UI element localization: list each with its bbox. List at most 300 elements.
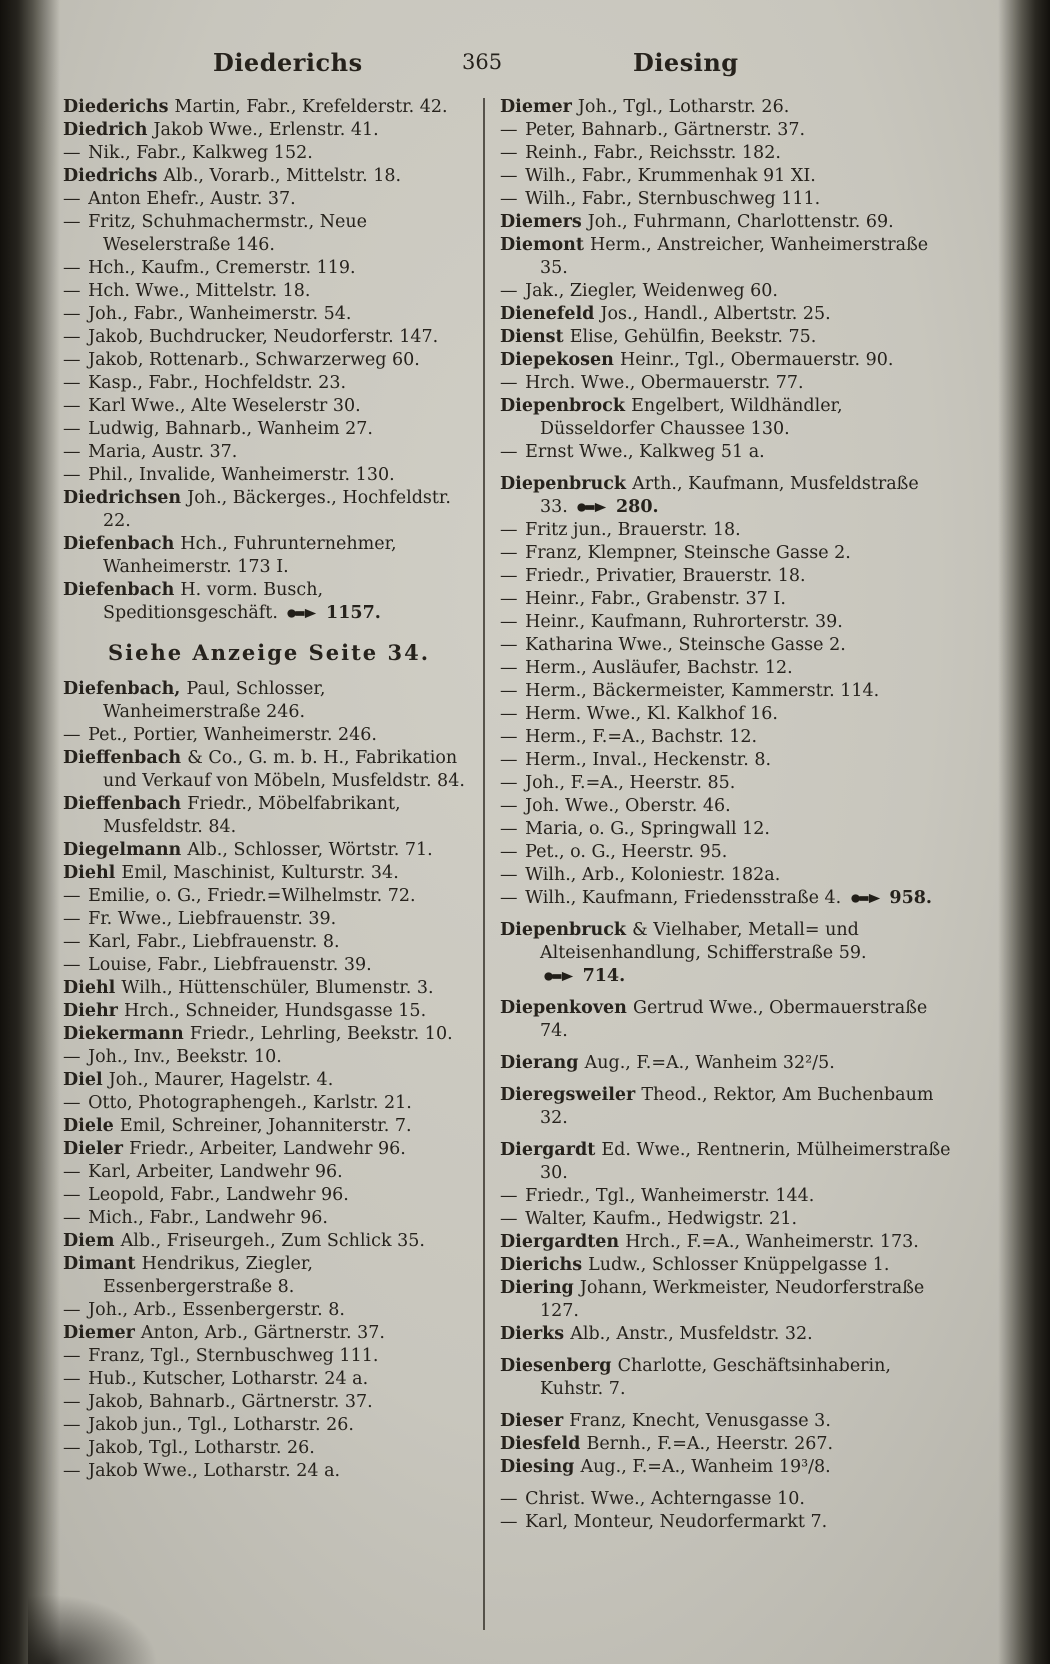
repeat-dash: — — [63, 1369, 89, 1389]
directory-entry — [63, 464, 475, 487]
repeat-dash: — — [500, 796, 526, 816]
repeat-dash: — — [500, 189, 526, 209]
directory-entry — [500, 749, 952, 772]
entry-text: Heinr., Tgl., Obermauerstr. 90. — [619, 350, 894, 370]
entry-surname: Diepenbrock — [500, 396, 632, 416]
entry-text: Emil, Schreiner, Johanniterstr. 7. — [119, 1116, 412, 1136]
entry-text: Alb., Vorarb., Mittelstr. 18. — [163, 166, 402, 186]
directory-entry — [63, 349, 475, 372]
entry-text: Hendrikus, Ziegler, Essenbergerstraße 8. — [103, 1254, 313, 1297]
phone-number: 714. — [582, 966, 626, 986]
directory-entry — [63, 1391, 475, 1414]
directory-entry — [63, 1345, 475, 1368]
directory-entry — [63, 372, 475, 395]
repeat-dash: — — [63, 1047, 89, 1067]
directory-entry — [63, 418, 475, 441]
directory-entry — [63, 678, 475, 724]
entry-text: Friedr., Arbeiter, Landwehr 96. — [129, 1139, 406, 1159]
directory-entry — [500, 1456, 952, 1479]
directory-entry — [63, 1000, 475, 1023]
entry-text: Engelbert, Wildhändler, Düsseldorfer Chaussee 130. — [540, 396, 843, 439]
repeat-dash: — — [63, 419, 89, 439]
directory-entry — [63, 165, 475, 188]
telephone-icon — [851, 893, 881, 904]
repeat-dash: — — [63, 1392, 89, 1412]
repeat-dash: — — [63, 725, 89, 745]
repeat-dash: — — [500, 819, 526, 839]
entry-text: Charlotte, Geschäftsinhaberin, Kuhstr. 7. — [540, 1356, 891, 1399]
directory-entry — [63, 885, 475, 908]
repeat-dash: — — [63, 932, 89, 952]
directory-entry — [63, 1230, 475, 1253]
repeat-dash: — — [500, 120, 526, 140]
entry-text: Heinr., Kaufmann, Ruhrorterstr. 39. — [525, 612, 843, 632]
directory-entry — [500, 473, 952, 519]
entry-text: Fritz jun., Brauerstr. 18. — [525, 520, 741, 540]
repeat-dash: — — [500, 143, 526, 163]
directory-entry — [500, 1511, 952, 1534]
telephone-icon — [544, 971, 574, 982]
entry-text: Emil, Maschinist, Kulturstr. 34. — [121, 863, 399, 883]
entry-text: Joh., Inv., Beekstr. 10. — [88, 1047, 282, 1067]
entry-text: Wilh., Fabr., Krummenhak 91 XI. — [525, 166, 816, 186]
directory-entry — [63, 1368, 475, 1391]
entry-text: H. vorm. Busch, Speditionsgeschäft. — [103, 580, 324, 623]
directory-entry — [500, 1231, 952, 1254]
entry-text: Martin, Fabr., Krefelderstr. 42. — [174, 97, 448, 117]
repeat-dash: — — [63, 1185, 89, 1205]
entry-text: Franz, Klempner, Steinsche Gasse 2. — [525, 543, 851, 563]
entry-text: Walter, Kaufm., Hedwigstr. 21. — [525, 1209, 798, 1229]
directory-entry — [500, 211, 952, 234]
repeat-dash: — — [63, 258, 89, 278]
entry-surname: Diepenbruck — [500, 474, 633, 494]
entry-text: Hch., Kaufm., Cremerstr. 119. — [88, 258, 356, 278]
directory-entry — [500, 1052, 952, 1075]
directory-entry — [500, 142, 952, 165]
repeat-dash: — — [63, 189, 89, 209]
entry-text: Alb., Schlosser, Wörtstr. 71. — [187, 840, 433, 860]
directory-entry — [63, 119, 475, 142]
entry-text: Leopold, Fabr., Landwehr 96. — [88, 1185, 349, 1205]
entry-surname: Dierks — [500, 1324, 571, 1344]
directory-entry — [500, 119, 952, 142]
phone-number: 1157. — [326, 603, 381, 623]
entry-text: Heinr., Fabr., Grabenstr. 37 I. — [525, 589, 786, 609]
entry-text: Wilh., Arb., Koloniestr. 182a. — [525, 865, 781, 885]
entry-text: Jakob, Bahnarb., Gärtnerstr. 37. — [88, 1392, 373, 1412]
directory-entry — [63, 533, 475, 579]
repeat-dash: — — [63, 1162, 89, 1182]
directory-entry — [63, 977, 475, 1000]
entry-text: Paul, Schlosser, Wanheimerstraße 246. — [103, 679, 326, 722]
entry-surname: Diehr — [63, 1001, 124, 1021]
entry-text: Karl, Arbeiter, Landwehr 96. — [88, 1162, 343, 1182]
entry-surname: Diekermann — [63, 1024, 190, 1044]
entry-surname: Diehl — [63, 863, 122, 883]
entry-text: Alb., Friseurgeh., Zum Schlick 35. — [120, 1231, 425, 1251]
entry-text: Ludw., Schlosser Knüppelgasse 1. — [588, 1255, 890, 1275]
repeat-dash: — — [63, 465, 89, 485]
entry-text: Herm., Anstreicher, Wanheimerstraße 35. — [540, 235, 929, 278]
repeat-dash: — — [500, 566, 526, 586]
scan-edge-left — [0, 0, 60, 1664]
directory-entry — [500, 703, 952, 726]
entry-text: Fritz, Schuhmachermstr., Neue Weselerstraße 146. — [88, 212, 368, 255]
directory-entry — [500, 349, 952, 372]
entry-surname: Dienefeld — [500, 304, 601, 324]
directory-entry — [63, 724, 475, 747]
page-number: 365 — [462, 50, 503, 74]
entry-surname: Diefenbach — [63, 580, 181, 600]
directory-entry — [500, 372, 952, 395]
directory-entry — [500, 565, 952, 588]
entry-surname: Diemer — [63, 1323, 141, 1343]
repeat-dash: — — [500, 681, 526, 701]
entry-text: Franz, Tgl., Sternbuschweg 111. — [88, 1346, 379, 1366]
repeat-dash: — — [500, 704, 526, 724]
entry-text: Friedr., Möbelfabrikant, Musfeldstr. 84. — [103, 794, 401, 837]
entry-text: Jakob Wwe., Erlenstr. 41. — [153, 120, 379, 140]
repeat-dash: — — [63, 396, 89, 416]
telephone-entry — [841, 888, 932, 908]
repeat-dash: — — [63, 442, 89, 462]
directory-entry — [500, 1488, 952, 1511]
repeat-dash: — — [500, 842, 526, 862]
directory-entry — [500, 726, 952, 749]
entry-surname: Diesenberg — [500, 1356, 618, 1376]
entry-surname: Dieser — [500, 1411, 570, 1431]
entry-text: Alb., Anstr., Musfeldstr. 32. — [570, 1324, 813, 1344]
repeat-dash: — — [500, 1209, 526, 1229]
entry-text: Friedr., Tgl., Wanheimerstr. 144. — [525, 1186, 815, 1206]
directory-entry — [63, 747, 475, 793]
directory-entry — [63, 211, 475, 257]
repeat-dash: — — [63, 304, 89, 324]
directory-entry — [63, 954, 475, 977]
repeat-dash: — — [500, 520, 526, 540]
directory-entry — [63, 1460, 475, 1483]
telephone-entry — [278, 603, 381, 623]
directory-entry — [500, 1355, 952, 1401]
repeat-dash: — — [63, 886, 89, 906]
entry-text: Pet., o. G., Heerstr. 95. — [525, 842, 728, 862]
entry-text: Karl, Monteur, Neudorfermarkt 7. — [525, 1512, 828, 1532]
right-column — [500, 96, 952, 1534]
directory-entry — [63, 257, 475, 280]
entry-text: Joh., Fuhrmann, Charlottenstr. 69. — [587, 212, 894, 232]
repeat-dash: — — [500, 773, 526, 793]
entry-text: Arth., Kaufmann, Musfeldstraße 33. — [540, 474, 919, 517]
entry-text: Mich., Fabr., Landwehr 96. — [88, 1208, 328, 1228]
directory-entry — [63, 1115, 475, 1138]
repeat-dash: — — [500, 589, 526, 609]
entry-surname: Diel — [63, 1070, 109, 1090]
entry-text: Christ. Wwe., Achterngasse 10. — [525, 1489, 805, 1509]
entry-text: Theod., Rektor, Am Buchenbaum 32. — [540, 1085, 934, 1128]
directory-entry — [500, 519, 952, 542]
directory-entry — [500, 165, 952, 188]
entry-text: Pet., Portier, Wanheimerstr. 246. — [88, 725, 377, 745]
entry-text: Wilh., Fabr., Sternbuschweg 111. — [525, 189, 821, 209]
entry-text: Joh., Fabr., Wanheimerstr. 54. — [88, 304, 352, 324]
repeat-dash: — — [63, 1415, 89, 1435]
directory-entry — [63, 1207, 475, 1230]
repeat-dash: — — [63, 350, 89, 370]
advert-notice: Siehe Anzeige Seite 34. — [107, 640, 431, 665]
entry-surname: Diedrich — [63, 120, 154, 140]
directory-entry — [63, 395, 475, 418]
entry-surname: Diedrichs — [63, 166, 164, 186]
entry-text: Aug., F.=A., Wanheim 19³/8. — [580, 1457, 831, 1477]
directory-entry — [500, 188, 952, 211]
directory-entry — [500, 634, 952, 657]
repeat-dash: — — [500, 635, 526, 655]
entry-surname: Dieffenbach — [63, 794, 188, 814]
entry-text: Herm., Inval., Heckenstr. 8. — [525, 750, 772, 770]
entry-text: Reinh., Fabr., Reichsstr. 182. — [525, 143, 781, 163]
directory-entry — [63, 1092, 475, 1115]
directory-entry — [500, 542, 952, 565]
repeat-dash: — — [500, 612, 526, 632]
directory-entry — [63, 96, 475, 119]
entry-text: Hrch., F.=A., Wanheimerstr. 173. — [625, 1232, 919, 1252]
entry-text: Jakob jun., Tgl., Lotharstr. 26. — [88, 1415, 354, 1435]
entry-surname: Dieregsweiler — [500, 1085, 642, 1105]
entry-text: & Co., G. m. b. H., Fabrikation und Verkauf von Möbeln, Musfeldstr. 84. — [103, 748, 465, 791]
entry-text: Emilie, o. G., Friedr.=Wilhelmstr. 72. — [88, 886, 416, 906]
directory-entry — [500, 795, 952, 818]
repeat-dash: — — [500, 166, 526, 186]
entry-surname: Diergardt — [500, 1140, 602, 1160]
entry-surname: Diederichs — [63, 97, 175, 117]
directory-entry — [500, 1208, 952, 1231]
directory-entry — [63, 280, 475, 303]
directory-entry — [500, 1277, 952, 1323]
repeat-dash: — — [500, 442, 526, 462]
directory-entry — [63, 487, 475, 533]
scan-edge-right — [998, 0, 1050, 1664]
directory-entry — [500, 280, 952, 303]
entry-text: & Vielhaber, Metall= und Alteisenhandlung, Schifferstraße 59. — [540, 920, 867, 963]
entry-text: Wilh., Hüttenschüler, Blumenstr. 3. — [121, 978, 434, 998]
entry-text: Jakob Wwe., Lotharstr. 24 a. — [88, 1461, 341, 1481]
entry-surname: Dimant — [63, 1254, 142, 1274]
directory-entry — [500, 818, 952, 841]
entry-surname: Diemers — [500, 212, 588, 232]
header-left-keyword: Diederichs — [213, 48, 363, 77]
directory-entry — [63, 1023, 475, 1046]
entry-surname: Diepenkoven — [500, 998, 633, 1018]
entry-text: Nik., Fabr., Kalkweg 152. — [88, 143, 313, 163]
directory-entry — [63, 1322, 475, 1345]
entry-surname: Dieffenbach — [63, 748, 188, 768]
repeat-dash: — — [63, 1093, 89, 1113]
entry-text: Anton, Arb., Gärtnerstr. 37. — [140, 1323, 385, 1343]
directory-entry — [63, 326, 475, 349]
directory-entry — [500, 1433, 952, 1456]
directory-entry — [63, 1184, 475, 1207]
entry-text: Wilh., Kaufmann, Friedensstraße 4. — [525, 888, 842, 908]
entry-text: Aug., F.=A., Wanheim 32²/5. — [584, 1053, 835, 1073]
entry-text: Jakob, Buchdrucker, Neudorferstr. 147. — [88, 327, 439, 347]
telephone-entry — [540, 966, 625, 986]
entry-text: Elise, Gehülfin, Beekstr. 75. — [569, 327, 817, 347]
entry-text: Fr. Wwe., Liebfrauenstr. 39. — [88, 909, 337, 929]
repeat-dash: — — [63, 1346, 89, 1366]
entry-surname: Diemer — [500, 97, 578, 117]
entry-text: Karl, Fabr., Liebfrauenstr. 8. — [88, 932, 340, 952]
repeat-dash: — — [500, 1512, 526, 1532]
directory-entry — [500, 1084, 952, 1130]
entry-text: Joh., Maurer, Hagelstr. 4. — [108, 1070, 334, 1090]
repeat-dash: — — [500, 888, 526, 908]
phone-number: 958. — [889, 888, 933, 908]
entry-text: Peter, Bahnarb., Gärtnerstr. 37. — [525, 120, 806, 140]
directory-entry — [500, 303, 952, 326]
entry-surname: Diegelmann — [63, 840, 188, 860]
directory-entry — [500, 1185, 952, 1208]
repeat-dash: — — [63, 281, 89, 301]
directory-entry — [500, 887, 952, 910]
entry-surname: Dierichs — [500, 1255, 589, 1275]
entry-text: Ludwig, Bahnarb., Wanheim 27. — [88, 419, 373, 439]
directory-entry — [500, 864, 952, 887]
directory-entry — [500, 588, 952, 611]
directory-entry — [63, 862, 475, 885]
directory-entry — [500, 1254, 952, 1277]
directory-entry — [500, 234, 952, 280]
entry-surname: Diering — [500, 1278, 580, 1298]
entry-surname: Diemont — [500, 235, 591, 255]
entry-text: Joh., F.=A., Heerstr. 85. — [525, 773, 736, 793]
entry-text: Phil., Invalide, Wanheimerstr. 130. — [88, 465, 395, 485]
directory-entry — [63, 1299, 475, 1322]
entry-surname: Diedrichsen — [63, 488, 188, 508]
directory-entry — [500, 657, 952, 680]
directory-entry — [63, 1253, 475, 1299]
entry-text: Katharina Wwe., Steinsche Gasse 2. — [525, 635, 846, 655]
directory-entry — [63, 1414, 475, 1437]
entry-text: Maria, Austr. 37. — [88, 442, 238, 462]
entry-text: Joh. Wwe., Oberstr. 46. — [525, 796, 731, 816]
entry-text: Herm., F.=A., Bachstr. 12. — [525, 727, 758, 747]
directory-entry — [500, 1410, 952, 1433]
entry-surname: Dieler — [63, 1139, 130, 1159]
directory-entry — [500, 841, 952, 864]
directory-entry — [500, 1323, 952, 1346]
phone-number: 280. — [616, 497, 659, 517]
directory-entry — [63, 142, 475, 165]
directory-entry — [500, 1139, 952, 1185]
repeat-dash: — — [500, 281, 526, 301]
entry-text: Gertrud Wwe., Obermauerstraße 74. — [540, 998, 928, 1041]
entry-text: Franz, Knecht, Venusgasse 3. — [569, 1411, 831, 1431]
directory-entry — [500, 997, 952, 1043]
entry-text: Bernh., F.=A., Heerstr. 267. — [586, 1434, 834, 1454]
entry-surname: Diepenbruck — [500, 920, 633, 940]
directory-entry — [63, 931, 475, 954]
repeat-dash: — — [500, 750, 526, 770]
entry-text: Jakob, Rottenarb., Schwarzerweg 60. — [88, 350, 420, 370]
directory-entry — [500, 96, 952, 119]
telephone-icon — [577, 502, 607, 513]
entry-text: Herm. Wwe., Kl. Kalkhof 16. — [525, 704, 778, 724]
repeat-dash: — — [500, 373, 526, 393]
entry-surname: Diesfeld — [500, 1434, 587, 1454]
entry-text: Ed. Wwe., Rentnerin, Mülheimerstraße 30. — [540, 1140, 951, 1183]
repeat-dash: — — [63, 1300, 89, 1320]
entry-text: Jos., Handl., Albertstr. 25. — [600, 304, 831, 324]
directory-entry — [500, 772, 952, 795]
directory-entry — [500, 441, 952, 464]
directory-entry — [63, 839, 475, 862]
directory-entry — [500, 395, 952, 441]
entry-surname: Diepekosen — [500, 350, 620, 370]
entry-surname: Diergardten — [500, 1232, 626, 1252]
directory-entry — [63, 1069, 475, 1092]
entry-surname: Dierang — [500, 1053, 585, 1073]
entry-text: Joh., Bäckerges., Hochfeldstr. 22. — [103, 488, 451, 531]
entry-text: Herm., Ausläufer, Bachstr. 12. — [525, 658, 793, 678]
entry-surname: Diesing — [500, 1457, 581, 1477]
entry-surname: Diele — [63, 1116, 120, 1136]
repeat-dash: — — [63, 143, 89, 163]
directory-entry — [500, 680, 952, 703]
entry-surname: Diem — [63, 1231, 121, 1251]
directory-entry — [500, 611, 952, 634]
directory-entry — [63, 1161, 475, 1184]
entry-surname: Diefenbach — [63, 534, 181, 554]
repeat-dash: — — [63, 212, 89, 232]
entry-text: Hrch., Schneider, Hundsgasse 15. — [124, 1001, 427, 1021]
entry-text: Joh., Arb., Essenbergerstr. 8. — [88, 1300, 345, 1320]
repeat-dash: — — [500, 865, 526, 885]
entry-text: Hrch. Wwe., Obermauerstr. 77. — [525, 373, 804, 393]
telephone-icon — [287, 608, 317, 619]
entry-text: Otto, Photographengeh., Karlstr. 21. — [88, 1093, 412, 1113]
entry-text: Anton Ehefr., Austr. 37. — [88, 189, 296, 209]
header-right-keyword: Diesing — [633, 48, 739, 77]
repeat-dash: — — [500, 543, 526, 563]
repeat-dash: — — [63, 909, 89, 929]
scan-smudge-bottom-left — [28, 1594, 158, 1664]
repeat-dash: — — [63, 373, 89, 393]
repeat-dash: — — [63, 1208, 89, 1228]
entry-text: Kasp., Fabr., Hochfeldstr. 23. — [88, 373, 347, 393]
directory-entry — [500, 919, 952, 988]
repeat-dash: — — [63, 1438, 89, 1458]
directory-entry — [63, 303, 475, 326]
directory-entry — [500, 326, 952, 349]
entry-text: Johann, Werkmeister, Neudorferstraße 127. — [540, 1278, 925, 1321]
left-column — [63, 96, 475, 1483]
directory-entry — [63, 1437, 475, 1460]
directory-entry — [63, 579, 475, 625]
repeat-dash: — — [63, 955, 89, 975]
page-header — [0, 48, 1050, 84]
entry-text: Maria, o. G., Springwall 12. — [525, 819, 770, 839]
directory-entry — [63, 793, 475, 839]
entry-text: Herm., Bäckermeister, Kammerstr. 114. — [525, 681, 880, 701]
column-divider — [483, 98, 485, 1630]
repeat-dash: — — [500, 658, 526, 678]
telephone-entry — [568, 497, 659, 517]
directory-entry — [63, 908, 475, 931]
entry-surname: Dienst — [500, 327, 570, 347]
entry-text: Friedr., Privatier, Brauerstr. 18. — [525, 566, 806, 586]
entry-text: Karl Wwe., Alte Weselerstr 30. — [88, 396, 361, 416]
